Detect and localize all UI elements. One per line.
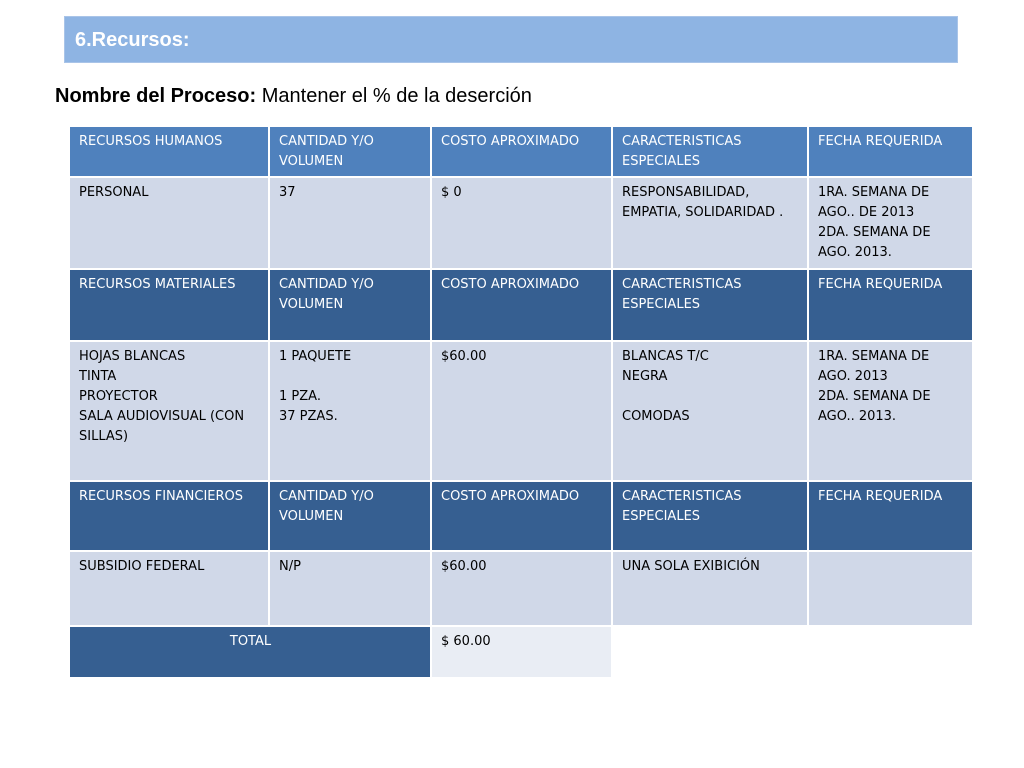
header-cell: RECURSOS FINANCIEROS — [69, 481, 269, 551]
table-cell: N/P — [269, 551, 431, 626]
table-cell: $60.00 — [431, 341, 612, 481]
header-cell: FECHA REQUERIDA — [808, 481, 973, 551]
table-cell: HOJAS BLANCAS TINTA PROYECTOR SALA AUDIOVISUAL (CON SILLAS) — [69, 341, 269, 481]
header-cell: CARACTERISTICAS ESPECIALES — [612, 481, 808, 551]
table-cell: UNA SOLA EXIBICIÓN — [612, 551, 808, 626]
material-resources-header-row — [69, 269, 973, 341]
financial-resources-row — [69, 551, 973, 626]
header-cell: COSTO APROXIMADO — [431, 269, 612, 341]
header-cell: CARACTERISTICAS ESPECIALES — [612, 126, 808, 177]
header-cell: RECURSOS HUMANOS — [69, 126, 269, 177]
material-resources-row — [69, 341, 973, 481]
table-cell: 1RA. SEMANA DE AGO.. DE 2013 2DA. SEMANA DE AGO. 2013. — [808, 177, 973, 269]
section-title: 6.Recursos: — [75, 29, 190, 51]
table-cell: $ 0 — [431, 177, 612, 269]
section-title-bar — [64, 16, 958, 63]
table-cell: PERSONAL — [69, 177, 269, 269]
human-resources-row — [69, 177, 973, 269]
table-cell: 1RA. SEMANA DE AGO. 2013 2DA. SEMANA DE AGO.. 2013. — [808, 341, 973, 481]
table-cell: BLANCAS T/C NEGRA COMODAS — [612, 341, 808, 481]
human-resources-header-row — [69, 126, 973, 177]
total-label: TOTAL — [69, 626, 431, 678]
header-cell: FECHA REQUERIDA — [808, 269, 973, 341]
header-cell: FECHA REQUERIDA — [808, 126, 973, 177]
financial-resources-header-row — [69, 481, 973, 551]
total-value: $ 60.00 — [431, 626, 612, 678]
header-cell: CANTIDAD Y/O VOLUMEN — [269, 481, 431, 551]
table-cell: RESPONSABILIDAD, EMPATIA, SOLIDARIDAD . — [612, 177, 808, 269]
header-cell: CANTIDAD Y/O VOLUMEN — [269, 269, 431, 341]
resources-table — [68, 125, 974, 679]
header-cell: CARACTERISTICAS ESPECIALES — [612, 269, 808, 341]
process-name-line — [55, 85, 532, 108]
table-cell — [808, 551, 973, 626]
empty-cell — [612, 626, 973, 678]
header-cell: CANTIDAD Y/O VOLUMEN — [269, 126, 431, 177]
header-cell: RECURSOS MATERIALES — [69, 269, 269, 341]
process-value: Mantener el % de la deserción — [256, 85, 532, 107]
table-cell: 37 — [269, 177, 431, 269]
table-cell: $60.00 — [431, 551, 612, 626]
process-label: Nombre del Proceso: — [55, 85, 257, 107]
header-cell: COSTO APROXIMADO — [431, 126, 612, 177]
total-row — [69, 626, 973, 678]
table-cell: 1 PAQUETE 1 PZA. 37 PZAS. — [269, 341, 431, 481]
table-cell: SUBSIDIO FEDERAL — [69, 551, 269, 626]
header-cell: COSTO APROXIMADO — [431, 481, 612, 551]
